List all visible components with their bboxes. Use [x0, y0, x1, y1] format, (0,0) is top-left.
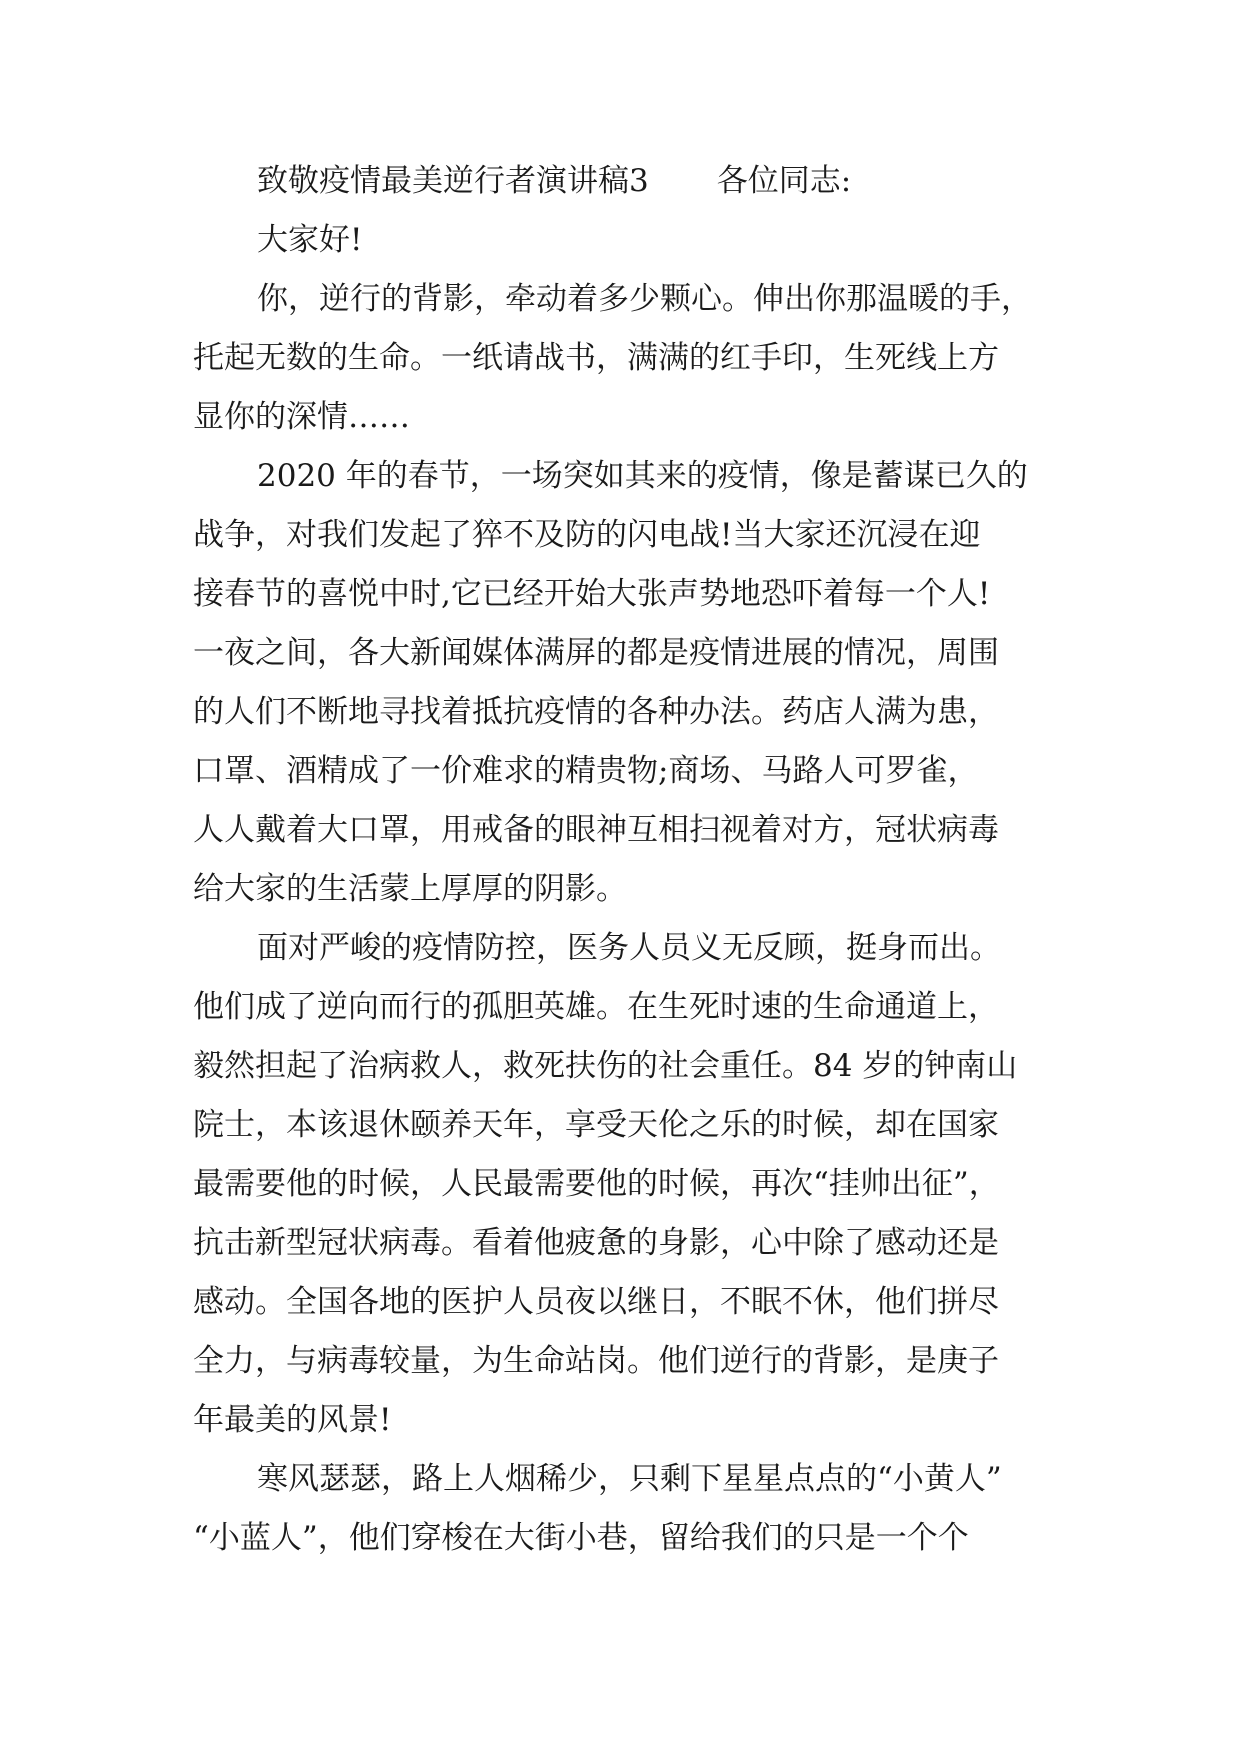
paragraph-line: 毅然担起了治病救人，救死扶伤的社会重任。84 岁的钟南山 — [193, 1048, 1018, 1084]
paragraph-line: “小蓝人”，他们穿梭在大街小巷，留给我们的只是一个个 — [193, 1520, 969, 1556]
paragraph-line: 显你的深情…… — [193, 399, 410, 435]
paragraph-line: 感动。全国各地的医护人员夜以继日，不眠不休，他们拼尽 — [193, 1284, 999, 1320]
paragraph-line: 寒风瑟瑟，路上人烟稀少，只剩下星星点点的“小黄人” — [257, 1461, 1002, 1497]
paragraph-line: 院士，本该退休颐养天年，享受天伦之乐的时候，却在国家 — [193, 1107, 999, 1143]
paragraph-line: 的人们不断地寻找着抵抗疫情的各种办法。药店人满为患， — [193, 694, 999, 730]
paragraph-line: 2020 年的春节，一场突如其来的疫情，像是蓄谋已久的 — [257, 458, 1028, 494]
paragraph-line: 年最美的风景! — [193, 1402, 392, 1438]
paragraph-line: 人人戴着大口罩，用戒备的眼神互相扫视着对方，冠状病毒 — [193, 812, 999, 848]
paragraph — [193, 270, 1073, 447]
paragraph — [193, 447, 1073, 919]
title-line — [193, 152, 1073, 211]
document-body — [193, 152, 1073, 1568]
paragraph-line: 抗击新型冠状病毒。看着他疲惫的身影，心中除了感动还是 — [193, 1225, 999, 1261]
paragraph-line: 你，逆行的背影，牵动着多少颗心。伸出你那温暖的手， — [257, 281, 1032, 317]
paragraph-line: 给大家的生活蒙上厚厚的阴影。 — [193, 871, 627, 907]
salutation: 大家好! — [257, 222, 363, 258]
paragraph-line: 战争，对我们发起了猝不及防的闪电战!当大家还沉浸在迎 — [193, 517, 981, 553]
paragraph — [193, 1450, 1073, 1568]
paragraph-line: 面对严峻的疫情防控，医务人员义无反顾，挺身而出。 — [257, 930, 1001, 966]
paragraph-line: 最需要他的时候，人民最需要他的时候，再次“挂帅出征”， — [193, 1166, 1000, 1202]
paragraph-line: 全力，与病毒较量，为生命站岗。他们逆行的背影，是庚子 — [193, 1343, 999, 1379]
document-title: 致敬疫情最美逆行者演讲稿3 — [257, 163, 649, 199]
paragraph-line: 口罩、酒精成了一价难求的精贵物;商场、马路人可罗雀， — [193, 753, 979, 789]
greeting: 各位同志: — [716, 163, 852, 199]
paragraph-line: 他们成了逆向而行的孤胆英雄。在生死时速的生命通道上， — [193, 989, 999, 1025]
paragraph-line: 托起无数的生命。一纸请战书，满满的红手印，生死线上方 — [193, 340, 999, 376]
paragraph-line: 接春节的喜悦中时,它已经开始大张声势地恐吓着每一个人! — [193, 576, 991, 612]
paragraph — [193, 919, 1073, 1450]
paragraph-line: 一夜之间，各大新闻媒体满屏的都是疫情进展的情况，周围 — [193, 635, 999, 671]
